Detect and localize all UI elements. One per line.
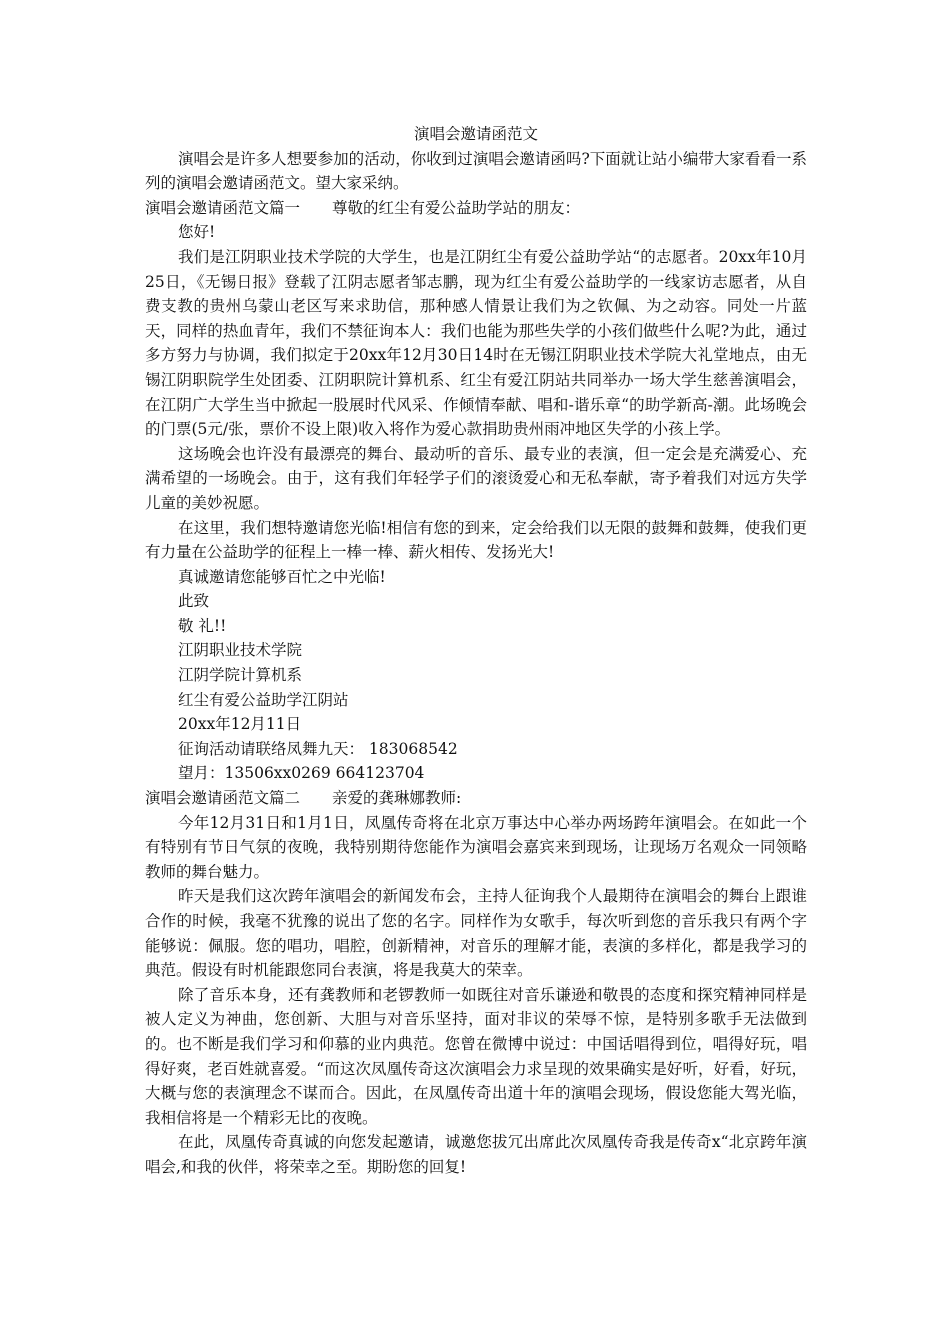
letter1-signature-line: 江阴学院计算机系 <box>178 666 303 685</box>
intro-paragraph: 演唱会是许多人想要参加的活动，你收到过演唱会邀请函吗?下面就让站小编带大家看看一系列的演唱会邀请函范文。望大家采纳。 <box>145 149 807 193</box>
letter1-signature-line: 江阴职业技术学院 <box>178 641 303 660</box>
letter1-contact: 望月：13506xx0269 664123704 <box>178 764 425 783</box>
letter1-contact: 征询活动请联络凤舞九天： 183068542 <box>178 739 458 758</box>
letter2-header <box>145 786 807 811</box>
letter1-heading: 演唱会邀请函范文篇一 <box>145 198 301 217</box>
letter1-header <box>145 196 807 221</box>
letter2-paragraph: 昨天是我们这次跨年演唱会的新闻发布会，主持人征询我个人最期待在演唱会的舞台上跟谁合作的时候，我毫不犹豫的说出了您的名字。同样作为女歌手，每次听到您的音乐我只有两个字能够说：佩服。您的唱功，唱腔，创新精神，对音乐的理解才能，表演的多样化，都是我学习的典范。假设有时机能跟您同台表演，将是我莫大的荣幸。 <box>145 887 807 980</box>
letter1-salutation: 尊敬的红尘有爱公益助学站的朋友： <box>332 198 581 217</box>
letter2-heading: 演唱会邀请函范文篇二 <box>145 789 301 808</box>
letter2-salutation: 亲爱的龚琳娜教师: <box>332 789 462 808</box>
document-body <box>145 122 807 1180</box>
letter2-paragraph: 除了音乐本身，还有龚教师和老锣教师一如既往对音乐谦逊和敬畏的态度和探究精神同样是被人定义为神曲，您创新、大胆与对音乐坚持，面对非议的荣辱不惊，是特别多歌手无法做到的。也不断是我们学习和仰慕的业内典范。您曾在微博中说过：中国话唱得到位，唱得好玩，唱得好爽，老百姓就喜爱。“而这次凤凰传奇这次演唱会力求呈现的效果确实是好听，好看，好玩，大概与您的表演理念不谋而合。因此，在凤凰传奇出道十年的演唱会现场，假设您能大驾光临，我相信将是一个精彩无比的夜晚。 <box>145 985 807 1127</box>
letter1-date: 20xx年12月11日 <box>178 715 302 734</box>
letter1-signature-line: 红尘有爱公益助学江阴站 <box>178 690 349 709</box>
letter1-paragraph: 在这里，我们想特邀请您光临!相信有您的到来，定会给我们以无限的鼓舞和鼓舞，使我们更有力量在公益助学的征程上一棒一棒、薪火相传、发扬光大! <box>145 518 807 562</box>
letter1-paragraph: 这场晚会也许没有最漂亮的舞台、最动听的音乐、最专业的表演，但一定会是充满爱心、充满希望的一场晚会。由于，这有我们年轻学子们的滚烫爱心和无私奉献，寄予着我们对远方失学儿童的美妙祝愿。 <box>145 444 807 512</box>
letter1-closing-line: 真诚邀请您能够百忙之中光临! <box>178 567 386 586</box>
document-title: 演唱会邀请函范文 <box>413 125 538 143</box>
letter1-paragraph: 我们是江阴职业技术学院的大学生，也是江阴红尘有爱公益助学站“的志愿者。20xx年10月25日，《无锡日报》登载了江阴志愿者邹志鹏，现为红尘有爱公益助学的一线家访志愿者，从自费支教的贵州乌蒙山老区写来求助信，那种感人情景让我们为之钦佩、为之动容。同处一片蓝天，同样的热血青年，我们不禁征询本人：我们也能为那些失学的小孩们做些什么呢?为此，通过多方努力与协调，我们拟定于20xx年12月30日14时在无锡江阴职业技术学院大礼堂地点，由无锡江阴职院学生处团委、江阴职院计算机系、红尘有爱江阴站共同举办一场大学生慈善演唱会，在江阴广大学生当中掀起一股展时代风采、作倾情奉献、唱和-谐乐章“的助学新高-潮。此场晚会的门票(5元/张，票价不设上限)收入将作为爱心款捐助贵州雨冲地区失学的小孩上学。 <box>145 247 807 439</box>
letter1-closing-line: 此致 <box>178 592 210 611</box>
letter1-closing-line: 敬 礼!! <box>178 616 227 635</box>
letter2-paragraph: 今年12月31日和1月1日，凤凰传奇将在北京万事达中心举办两场跨年演唱会。在如此一个有特别有节日气氛的夜晚，我特别期待您能作为演唱会嘉宾来到现场，让现场万名观众一同领略教师的舞台魅力。 <box>145 813 807 881</box>
letter1-greeting: 您好! <box>178 223 216 242</box>
letter2-paragraph: 在此，凤凰传奇真诚的向您发起邀请，诚邀您拔冗出席此次凤凰传奇我是传奇x“北京跨年演唱会,和我的伙伴，将荣幸之至。期盼您的回复! <box>145 1133 807 1176</box>
